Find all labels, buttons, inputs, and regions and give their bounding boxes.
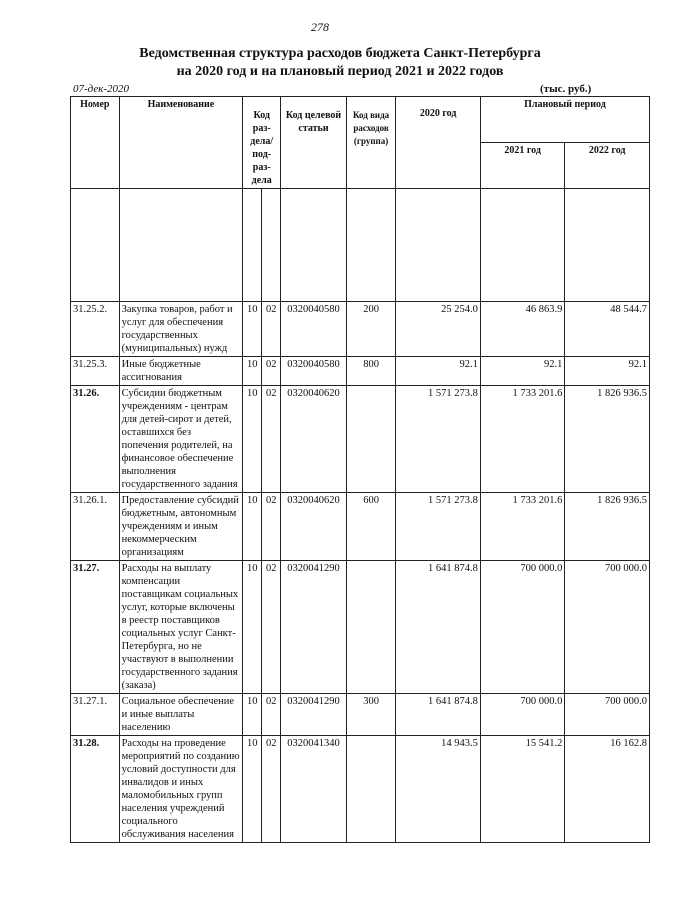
- page-number: 278: [311, 20, 329, 34]
- row-podrazdel: 02: [262, 561, 281, 694]
- row-target-code: 0320040580: [281, 357, 347, 386]
- row-value-2022: 92.1: [565, 357, 650, 386]
- row-value-2022: 48 544.7: [565, 302, 650, 357]
- row-expense-code: 300: [346, 694, 396, 736]
- row-podrazdel: 02: [262, 386, 281, 493]
- row-value-2022: 1 826 936.5: [565, 386, 650, 493]
- row-number: 31.25.3.: [71, 357, 120, 386]
- row-podrazdel: 02: [262, 302, 281, 357]
- row-expense-code: [346, 386, 396, 493]
- row-name: Расходы на проведение мероприятий по созданию условий доступности для инвалидов и иных маломобильных групп населения учреждений социального обслуживания населения: [119, 736, 243, 843]
- header-planned-period: Плановый период: [480, 97, 649, 143]
- title-line-2: на 2020 год и на плановый период 2021 и 2022 годов: [176, 64, 504, 79]
- row-value-2021: 1 733 201.6: [480, 386, 565, 493]
- row-expense-code: 200: [346, 302, 396, 357]
- row-number: 31.25.2.: [71, 302, 120, 357]
- table-row: [71, 302, 650, 357]
- header-section-code: Код раз-дела/ под-раз-дела: [243, 97, 281, 189]
- row-value-2021: 92.1: [480, 357, 565, 386]
- row-value-2021: 700 000.0: [480, 561, 565, 694]
- row-value-2020: 92.1: [396, 357, 481, 386]
- row-number: 31.26.1.: [71, 493, 120, 561]
- header-target-code: Код целевой статьи: [281, 97, 347, 189]
- row-number: 31.27.: [71, 561, 120, 694]
- row-value-2020: 1 641 874.8: [396, 561, 481, 694]
- row-podrazdel: 02: [262, 493, 281, 561]
- row-value-2020: 1 571 273.8: [396, 493, 481, 561]
- row-number: 31.27.1.: [71, 694, 120, 736]
- row-target-code: 0320040620: [281, 386, 347, 493]
- row-razdel: 10: [243, 736, 262, 843]
- row-value-2022: 700 000.0: [565, 561, 650, 694]
- row-value-2020: 25 254.0: [396, 302, 481, 357]
- row-number: 31.28.: [71, 736, 120, 843]
- row-number: 31.26.: [71, 386, 120, 493]
- row-razdel: 10: [243, 493, 262, 561]
- units-label: (тыс. руб.): [540, 83, 592, 95]
- header-2022: 2022 год: [565, 143, 650, 189]
- table-row: [71, 561, 650, 694]
- row-name: Закупка товаров, работ и услуг для обеспечения государственных (муниципальных) нужд: [119, 302, 243, 357]
- header-number: Номер: [71, 97, 120, 189]
- table-row: [71, 694, 650, 736]
- row-target-code: 0320040620: [281, 493, 347, 561]
- header-expense-code: Код вида расходов (группа): [346, 97, 396, 189]
- row-expense-code: [346, 561, 396, 694]
- row-name: Субсидии бюджетным учреждениям - центрам для детей-сирот и детей, оставшихся без попечения родителей, на финансовое обеспечение выполнения государственного задания: [119, 386, 243, 493]
- row-value-2021: 700 000.0: [480, 694, 565, 736]
- page-title: [0, 45, 680, 81]
- row-razdel: 10: [243, 561, 262, 694]
- table-row: [71, 736, 650, 843]
- title-line-1: Ведомственная структура расходов бюджета Санкт-Петербурга: [139, 46, 541, 61]
- row-target-code: 0320041290: [281, 694, 347, 736]
- table-row: [71, 386, 650, 493]
- row-name: Социальное обеспечение и иные выплаты населению: [119, 694, 243, 736]
- row-value-2020: 14 943.5: [396, 736, 481, 843]
- row-razdel: 10: [243, 302, 262, 357]
- row-value-2021: 46 863.9: [480, 302, 565, 357]
- row-razdel: 10: [243, 694, 262, 736]
- row-target-code: 0320040580: [281, 302, 347, 357]
- row-target-code: 0320041340: [281, 736, 347, 843]
- row-expense-code: 600: [346, 493, 396, 561]
- row-value-2021: 15 541.2: [480, 736, 565, 843]
- table-row: [71, 357, 650, 386]
- row-expense-code: [346, 736, 396, 843]
- row-value-2022: 16 162.8: [565, 736, 650, 843]
- row-target-code: 0320041290: [281, 561, 347, 694]
- row-podrazdel: 02: [262, 357, 281, 386]
- row-podrazdel: 02: [262, 694, 281, 736]
- document-date: 07-дек-2020: [73, 83, 130, 95]
- row-razdel: 10: [243, 386, 262, 493]
- budget-table: [70, 96, 650, 843]
- row-expense-code: 800: [346, 357, 396, 386]
- row-value-2021: 1 733 201.6: [480, 493, 565, 561]
- row-value-2022: 700 000.0: [565, 694, 650, 736]
- row-value-2020: 1 571 273.8: [396, 386, 481, 493]
- row-value-2020: 1 641 874.8: [396, 694, 481, 736]
- row-name: Иные бюджетные ассигнования: [119, 357, 243, 386]
- header-name: Наименование: [119, 97, 243, 189]
- row-razdel: 10: [243, 357, 262, 386]
- row-name: Предоставление субсидий бюджетным, автономным учреждениям и иным некоммерческим организациям: [119, 493, 243, 561]
- table-row: [71, 493, 650, 561]
- row-value-2022: 1 826 936.5: [565, 493, 650, 561]
- header-2021: 2021 год: [480, 143, 565, 189]
- row-name: Расходы на выплату компенсации поставщикам социальных услуг, которые включены в реестр поставщиков социальных услуг Санкт-Петербурга, но не участвуют в выполнении государственного задания (заказа): [119, 561, 243, 694]
- row-podrazdel: 02: [262, 736, 281, 843]
- header-2020: 2020 год: [396, 97, 481, 189]
